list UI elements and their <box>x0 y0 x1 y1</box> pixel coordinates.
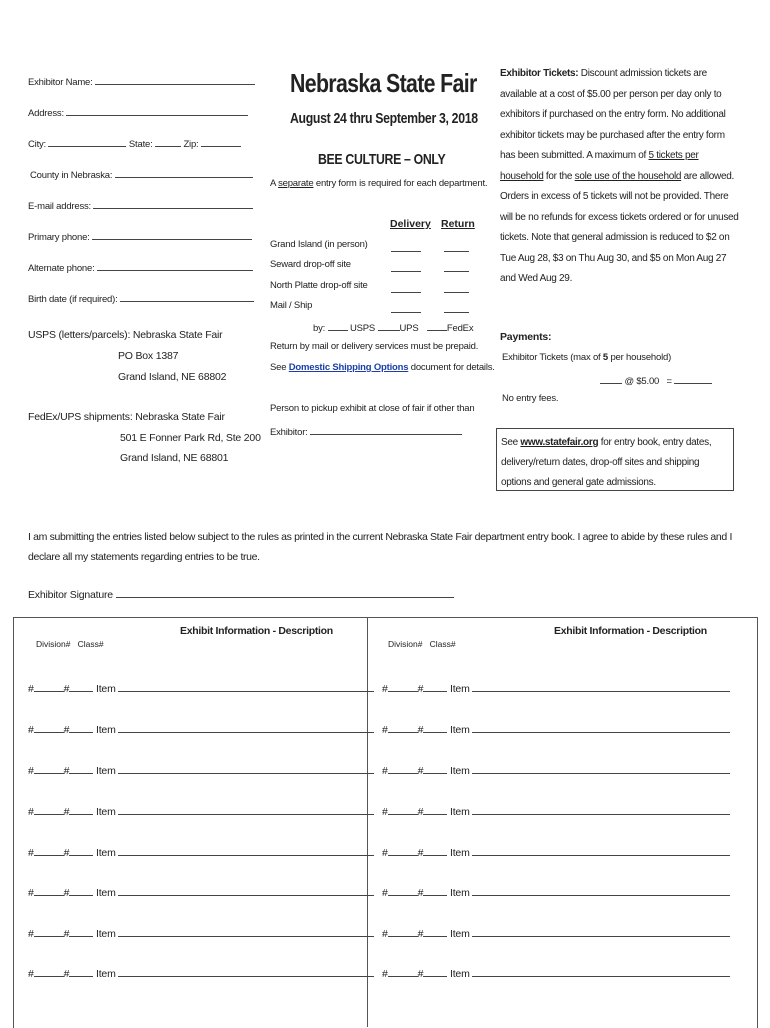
website-info-box <box>496 428 734 491</box>
division-blank[interactable] <box>34 763 64 774</box>
item-blank[interactable] <box>118 681 374 692</box>
left-table-header: Exhibit Information - Description <box>180 625 333 637</box>
item-blank[interactable] <box>118 845 374 856</box>
fedex-label: FedEx/UPS shipments: <box>28 411 133 423</box>
class-blank[interactable] <box>423 722 447 733</box>
delivery-blank-mail[interactable] <box>391 302 421 313</box>
class-blank[interactable] <box>423 681 447 692</box>
item-label: Item <box>96 928 116 940</box>
division-blank[interactable] <box>388 966 418 977</box>
exhibitor-name-field[interactable] <box>28 74 255 89</box>
hash: # <box>417 968 424 980</box>
ups-option: UPS <box>399 323 419 334</box>
division-blank[interactable] <box>34 845 64 856</box>
payments-max: 5 <box>602 352 609 363</box>
address-field[interactable] <box>28 105 248 120</box>
class-blank[interactable] <box>69 763 93 774</box>
right-division-header <box>388 639 456 649</box>
note-underlined: separate <box>278 178 314 189</box>
hash: # <box>28 968 34 980</box>
division-blank[interactable] <box>388 845 418 856</box>
fedex-option: FedEx <box>446 323 474 334</box>
state-label: State: <box>128 139 153 150</box>
field-label: Primary phone: <box>28 232 90 243</box>
item-blank[interactable] <box>118 804 374 815</box>
tickets-text: for the <box>543 170 575 182</box>
pickup-field[interactable] <box>270 424 462 439</box>
usps-line3: Grand Island, NE 68802 <box>118 371 227 383</box>
fedex-line3: Grand Island, NE 68801 <box>120 452 229 464</box>
website-text: for entry book, entry dates, delivery/return dates, drop-off sites and shipping options and general gate admissions. <box>501 437 712 488</box>
delivery-blank-north-platte[interactable] <box>391 282 421 293</box>
field-label: Address: <box>28 108 64 119</box>
division-blank[interactable] <box>34 885 64 896</box>
hash: # <box>382 847 388 859</box>
item-label: Item <box>96 806 116 818</box>
ticket-qty-blank[interactable] <box>600 373 622 384</box>
payments-tickets-line <box>502 352 671 364</box>
class-blank[interactable] <box>423 804 447 815</box>
site-grand-island: Grand Island (in person) <box>270 239 368 250</box>
return-blank-mail[interactable] <box>444 302 469 313</box>
event-dates: August 24 thru September 3, 2018 <box>290 110 478 127</box>
division-blank[interactable] <box>388 763 418 774</box>
class-blank[interactable] <box>423 966 447 977</box>
item-label: Item <box>450 683 470 695</box>
entry-row[interactable] <box>28 722 374 736</box>
see-text: See <box>270 362 289 373</box>
site-mail-ship: Mail / Ship <box>270 300 313 311</box>
division-blank[interactable] <box>388 681 418 692</box>
entry-row[interactable] <box>382 681 730 695</box>
note-text: A <box>270 178 279 189</box>
payments-text: per household) <box>608 352 672 363</box>
hash: # <box>382 765 388 777</box>
usps-check-blank[interactable] <box>328 320 348 331</box>
hash: # <box>417 724 424 736</box>
shipping-post-text: document for details. <box>408 362 495 373</box>
payments-text: Exhibitor Tickets (max of <box>502 352 603 363</box>
delivery-blank-grand-island[interactable] <box>391 241 421 252</box>
alternate-phone-field[interactable] <box>28 260 253 275</box>
entry-row[interactable] <box>382 804 730 818</box>
ticket-total-blank[interactable] <box>674 373 712 384</box>
site-seward: Seward drop-off site <box>270 259 351 270</box>
ticket-price: @ $5.00 <box>624 376 660 387</box>
class-blank[interactable] <box>423 845 447 856</box>
city-state-zip-field[interactable] <box>28 136 241 151</box>
return-blank-seward[interactable] <box>444 261 469 272</box>
statefair-link[interactable]: www.statefair.org <box>520 437 599 448</box>
signature-blank[interactable] <box>116 587 454 598</box>
ship-by-row <box>313 320 473 335</box>
department-title: BEE CULTURE – ONLY <box>318 151 446 168</box>
fedex-line1: Nebraska State Fair <box>135 411 225 423</box>
pickup-note: Person to pickup exhibit at close of fair if other than <box>270 403 475 414</box>
tickets-text: are allowed. Orders in excess of 5 tickets will not be provided. There will be no refunds for excess tickets ordered or for unused tickets. Note that general admission is reduced to $2 on Tue Aug 28, $3 on Thu Aug 30, and $5 on Mon Aug 27 and Wed Aug 29. <box>500 170 739 284</box>
equals-sign: = <box>666 376 672 387</box>
hash: # <box>28 724 34 736</box>
division-blank[interactable] <box>34 926 64 937</box>
ups-check-blank[interactable] <box>378 320 400 331</box>
field-blank[interactable] <box>95 74 255 85</box>
division-blank[interactable] <box>34 966 64 977</box>
hash: # <box>63 968 70 980</box>
item-label: Item <box>96 968 116 980</box>
pickup-blank[interactable] <box>310 424 462 435</box>
field-label: Alternate phone: <box>28 263 95 274</box>
return-blank-grand-island[interactable] <box>444 241 469 252</box>
tickets-heading: Exhibitor Tickets: <box>500 68 579 79</box>
hash: # <box>63 724 70 736</box>
entry-row[interactable] <box>28 966 374 980</box>
field-blank[interactable] <box>66 105 248 116</box>
item-label: Item <box>450 765 470 777</box>
division-blank[interactable] <box>34 681 64 692</box>
item-label: Item <box>96 765 116 777</box>
right-table-header: Exhibit Information - Description <box>554 625 707 637</box>
fedex-line2: 501 E Fonner Park Rd, Ste 200 <box>120 432 261 444</box>
field-blank[interactable] <box>120 291 254 302</box>
note-text: entry form is required for each department. <box>313 178 488 189</box>
pickup-label: Exhibitor: <box>270 427 308 438</box>
tickets-underlined: sole use of the household <box>574 170 682 182</box>
item-blank[interactable] <box>472 763 730 774</box>
birth-date-field[interactable] <box>28 291 254 306</box>
hash: # <box>417 928 424 940</box>
email-field[interactable] <box>28 198 253 213</box>
division-blank[interactable] <box>388 926 418 937</box>
hash: # <box>382 887 388 899</box>
field-label: Exhibitor Name: <box>28 77 93 88</box>
by-label: by: <box>313 323 326 334</box>
item-blank[interactable] <box>118 763 374 774</box>
hash: # <box>28 887 34 899</box>
item-blank[interactable] <box>118 926 374 937</box>
hash: # <box>28 806 34 818</box>
item-blank[interactable] <box>472 966 730 977</box>
fedex-check-blank[interactable] <box>427 320 447 331</box>
item-label: Item <box>96 887 116 899</box>
class-blank[interactable] <box>423 763 447 774</box>
item-blank[interactable] <box>472 804 730 815</box>
item-blank[interactable] <box>472 885 730 896</box>
hash: # <box>63 887 70 899</box>
item-label: Item <box>96 683 116 695</box>
item-blank[interactable] <box>472 926 730 937</box>
prepaid-note: Return by mail or delivery services must be prepaid. <box>270 341 479 352</box>
class-blank[interactable] <box>69 966 93 977</box>
entry-row[interactable] <box>382 966 730 980</box>
website-text: See <box>501 437 521 448</box>
zip-blank[interactable] <box>201 136 241 147</box>
hash: # <box>417 683 424 695</box>
delivery-blank-seward[interactable] <box>391 261 421 272</box>
division-blank[interactable] <box>388 722 418 733</box>
item-label: Item <box>450 887 470 899</box>
fedex-address <box>28 410 225 424</box>
class-blank[interactable] <box>69 845 93 856</box>
item-blank[interactable] <box>118 722 374 733</box>
signature-label: Exhibitor Signature <box>28 589 113 601</box>
hash: # <box>63 765 70 777</box>
signature-field[interactable] <box>28 587 454 602</box>
division-blank[interactable] <box>388 804 418 815</box>
exhibitor-tickets-info <box>500 64 740 290</box>
class-blank[interactable] <box>69 926 93 937</box>
class-label: Class# <box>77 639 104 649</box>
state-blank[interactable] <box>155 136 181 147</box>
division-blank[interactable] <box>388 885 418 896</box>
site-north-platte: North Platte drop-off site <box>270 280 368 291</box>
item-label: Item <box>450 968 470 980</box>
division-label: Division# <box>388 639 423 649</box>
primary-phone-field[interactable] <box>28 229 252 244</box>
delivery-header: Delivery <box>390 218 431 230</box>
entry-row[interactable] <box>28 845 374 859</box>
zip-label: Zip: <box>183 139 199 150</box>
division-blank[interactable] <box>34 804 64 815</box>
class-blank[interactable] <box>69 722 93 733</box>
entry-row[interactable] <box>28 885 374 899</box>
hash: # <box>417 765 424 777</box>
class-label: Class# <box>429 639 456 649</box>
item-blank[interactable] <box>472 845 730 856</box>
shipping-note <box>270 362 495 374</box>
field-blank[interactable] <box>92 229 252 240</box>
hash: # <box>28 847 34 859</box>
field-label: E-mail address: <box>28 201 91 212</box>
hash: # <box>417 806 424 818</box>
field-label: City: <box>28 139 47 150</box>
entry-statement: I am submitting the entries listed below subject to the rules as printed in the current Nebraska State Fair department entry book. I agree to abide by these rules and I declare all my statements regarding entries to be true. <box>28 531 733 563</box>
class-blank[interactable] <box>69 804 93 815</box>
left-division-header <box>36 639 104 649</box>
hash: # <box>417 887 424 899</box>
usps-label: USPS (letters/parcels): <box>28 329 131 341</box>
payments-calc-row <box>600 373 712 388</box>
return-header: Return <box>441 218 475 230</box>
hash: # <box>382 928 388 940</box>
hash: # <box>63 847 70 859</box>
class-blank[interactable] <box>423 926 447 937</box>
hash: # <box>382 724 388 736</box>
item-blank[interactable] <box>118 885 374 896</box>
entry-row[interactable] <box>382 926 730 940</box>
hash: # <box>28 765 34 777</box>
division-label: Division# <box>36 639 71 649</box>
item-label: Item <box>96 724 116 736</box>
item-blank[interactable] <box>472 722 730 733</box>
hash: # <box>63 928 70 940</box>
hash: # <box>382 683 388 695</box>
hash: # <box>28 928 34 940</box>
entry-row[interactable] <box>382 763 730 777</box>
county-field[interactable] <box>30 167 253 182</box>
division-blank[interactable] <box>34 722 64 733</box>
hash: # <box>28 683 34 695</box>
class-blank[interactable] <box>69 885 93 896</box>
item-label: Item <box>450 847 470 859</box>
item-label: Item <box>96 847 116 859</box>
separate-form-note <box>270 178 487 190</box>
item-blank[interactable] <box>472 681 730 692</box>
field-blank[interactable] <box>93 198 253 209</box>
item-label: Item <box>450 806 470 818</box>
class-blank[interactable] <box>69 681 93 692</box>
page-title: Nebraska State Fair <box>290 68 477 98</box>
entry-row[interactable] <box>28 804 374 818</box>
no-entry-fees: No entry fees. <box>502 393 559 404</box>
usps-line1: Nebraska State Fair <box>132 329 223 341</box>
hash: # <box>382 806 388 818</box>
class-blank[interactable] <box>423 885 447 896</box>
item-label: Item <box>450 724 470 736</box>
return-blank-north-platte[interactable] <box>444 282 469 293</box>
hash: # <box>63 683 70 695</box>
usps-address <box>28 328 222 342</box>
entry-row[interactable] <box>382 885 730 899</box>
tickets-text: Discount admission tickets are available at a cost of $5.00 per person per day only to exhibitors if purchased on the entry form. No additional exhibitor tickets may be purchased after the entry form has been submitted. A maximum of <box>500 68 726 161</box>
entry-row[interactable] <box>28 681 374 695</box>
domestic-shipping-link[interactable]: Domestic Shipping Options <box>288 362 409 373</box>
usps-option: USPS <box>349 323 376 334</box>
entry-row[interactable] <box>28 763 374 777</box>
entry-row[interactable] <box>382 722 730 736</box>
usps-line2: PO Box 1387 <box>118 350 179 362</box>
field-label: County in Nebraska: <box>30 170 113 181</box>
hash: # <box>63 806 70 818</box>
item-label: Item <box>450 928 470 940</box>
entry-row[interactable] <box>382 845 730 859</box>
hash: # <box>382 968 388 980</box>
field-blank[interactable] <box>115 167 253 178</box>
tickets-underlined: 5 tickets per household <box>500 150 699 182</box>
entry-row[interactable] <box>28 926 374 940</box>
payments-heading: Payments: <box>500 331 552 343</box>
item-blank[interactable] <box>118 966 374 977</box>
city-blank[interactable] <box>48 136 126 147</box>
field-label: Birth date (if required): <box>28 294 118 305</box>
hash: # <box>417 847 424 859</box>
field-blank[interactable] <box>97 260 253 271</box>
